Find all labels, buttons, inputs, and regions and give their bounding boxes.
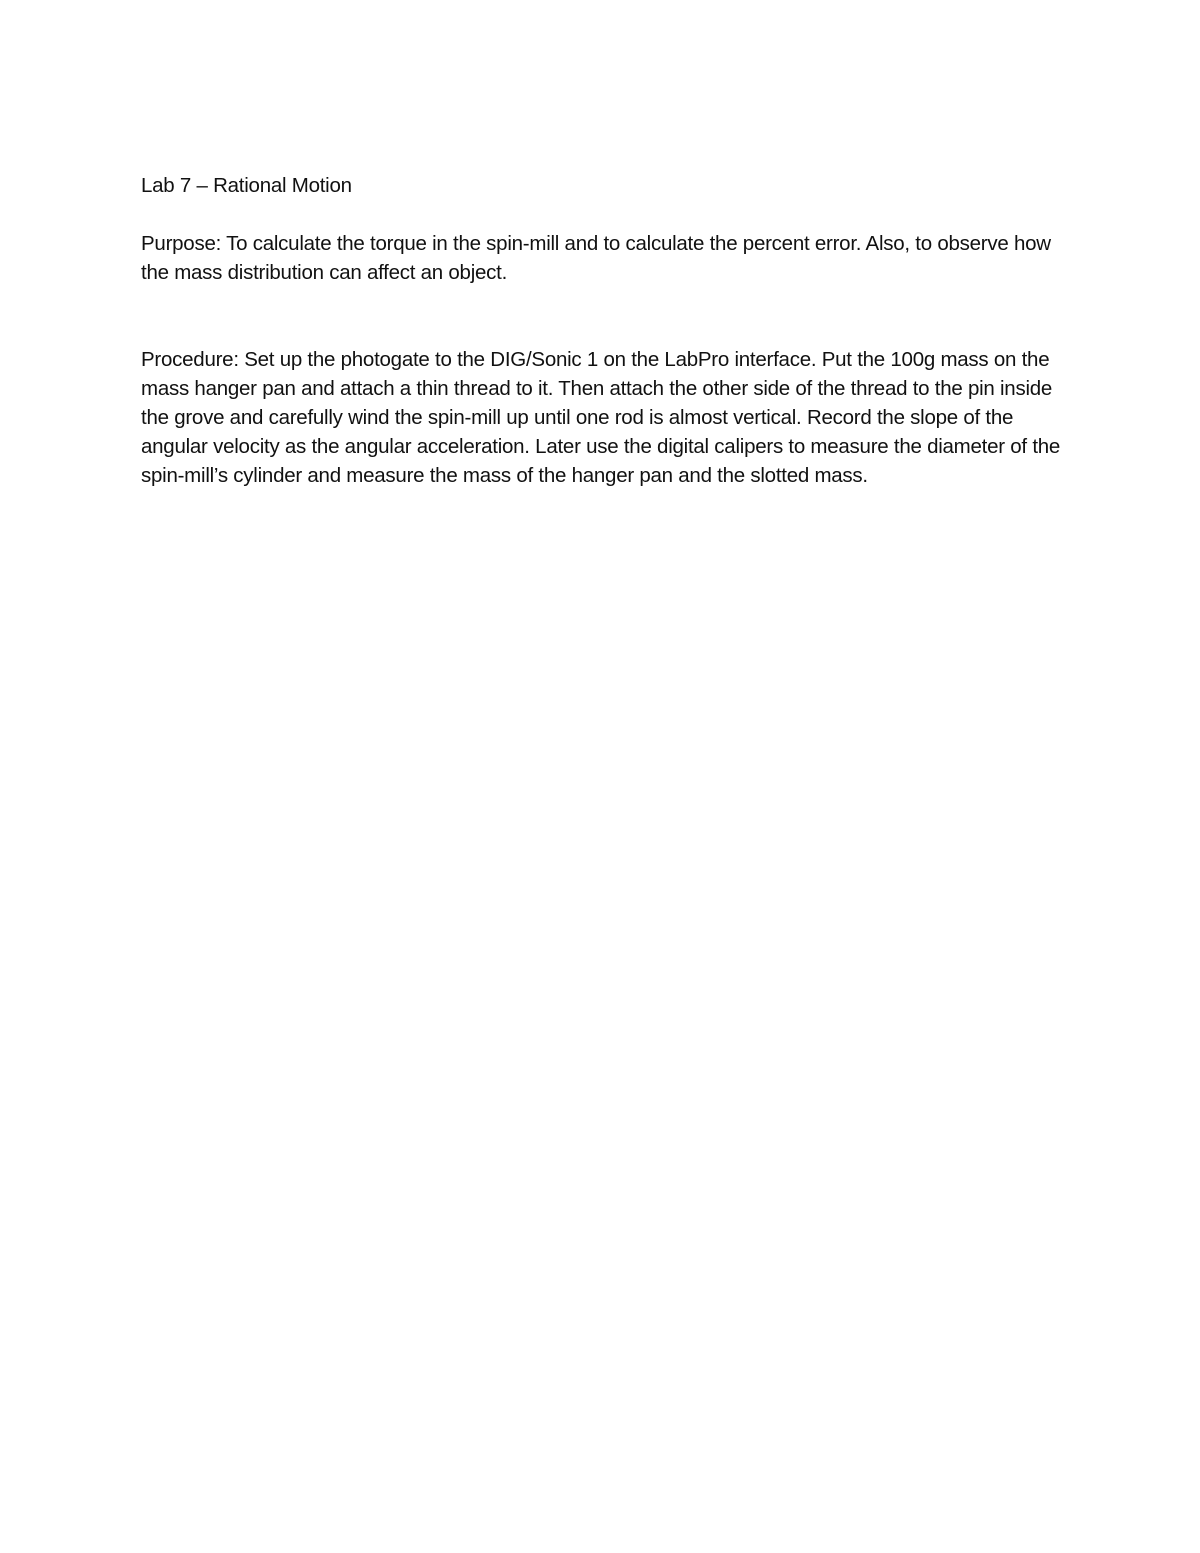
procedure-paragraph: Procedure: Set up the photogate to the DIG/Sonic 1 on the LabPro interface. Put the 100g mass on the mass hanger pan and attach a thin thread to it. Then attach the other side of the thread to the pin inside the grove and carefully wind the spin-mill up until one rod is almost vertical. Record the slope of the angular velocity as the angular acceleration. Later use the digital calipers to measure the diameter of the spin-mill’s cylinder and measure the mass of the hanger pan and the slotted mass. — [141, 348, 1061, 487]
document-title: Lab 7 – Rational Motion — [141, 174, 352, 197]
paragraph-spacer — [141, 287, 1071, 345]
document-body — [141, 171, 1071, 490]
purpose-paragraph: Purpose: To calculate the torque in the spin-mill and to calculate the percent error. Also, to observe how the mass distribution can affect an object. — [141, 232, 1051, 284]
